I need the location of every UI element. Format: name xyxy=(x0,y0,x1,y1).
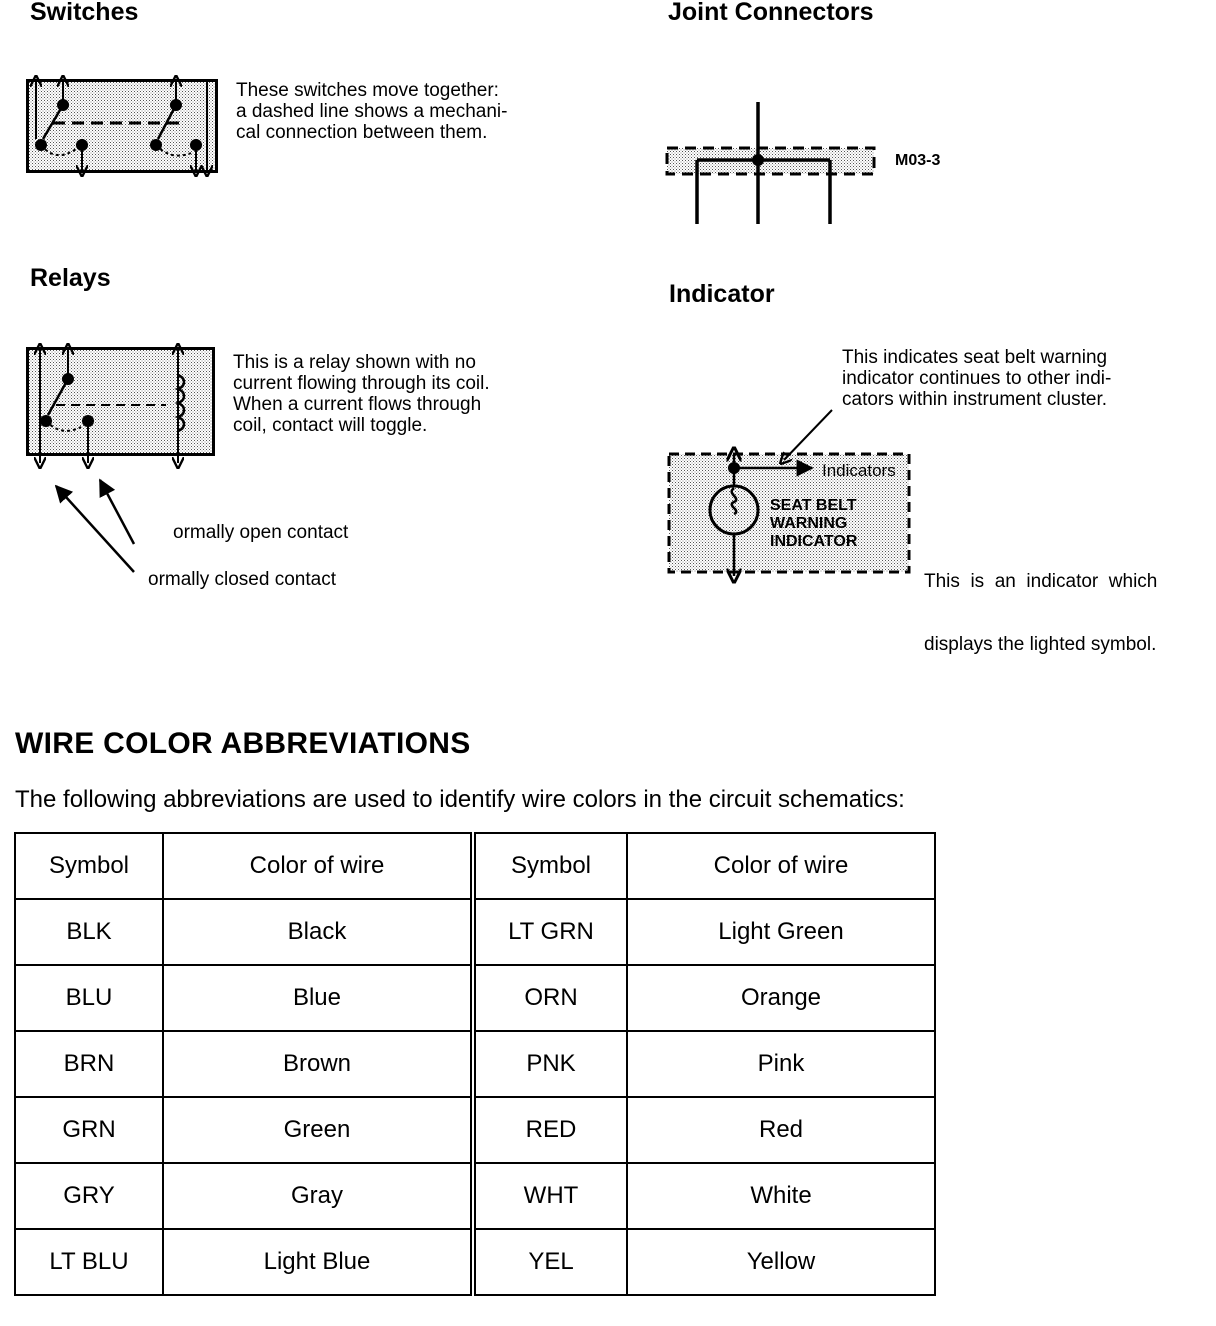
symbol-cell: ORN xyxy=(473,965,627,1031)
table-row xyxy=(15,965,935,1031)
color-cell: Light Green xyxy=(627,899,935,965)
indicator-display-note xyxy=(924,529,1157,676)
indicator-continues-note xyxy=(842,347,1111,410)
wire-color-table xyxy=(14,832,936,1296)
lamp-label-line: WARNING xyxy=(770,515,848,532)
table-header-row xyxy=(15,833,935,899)
symbol-cell: YEL xyxy=(473,1229,627,1295)
wire-colors-title: WIRE COLOR ABBREVIATIONS xyxy=(15,727,471,760)
color-cell: White xyxy=(627,1163,935,1229)
display-note-line: This is an indicator which xyxy=(924,571,1158,592)
lamp-label-line: INDICATOR xyxy=(770,533,858,550)
indicator-note-line: cators within instrument cluster. xyxy=(842,389,1108,410)
indicator-note-line: indicator continues to other indi- xyxy=(842,368,1112,389)
symbol-cell: BLU xyxy=(15,965,163,1031)
switches-title: Switches xyxy=(30,0,139,26)
header-symbol: Symbol xyxy=(473,833,627,899)
color-cell: Green xyxy=(163,1097,473,1163)
indicator-title: Indicator xyxy=(669,280,775,308)
color-cell: Blue xyxy=(163,965,473,1031)
switches-diagram xyxy=(26,79,220,175)
color-cell: Brown xyxy=(163,1031,473,1097)
table-row xyxy=(15,899,935,965)
switches-description xyxy=(236,80,507,143)
symbol-cell: LT BLU xyxy=(15,1229,163,1295)
relays-description xyxy=(233,352,490,436)
symbol-cell: BRN xyxy=(15,1031,163,1097)
table-row xyxy=(15,1031,935,1097)
color-cell: Black xyxy=(163,899,473,965)
symbol-cell: GRN xyxy=(15,1097,163,1163)
table-row xyxy=(15,1163,935,1229)
color-cell: Orange xyxy=(627,965,935,1031)
indicator-note-line: This indicates seat belt warning xyxy=(842,347,1108,368)
joint-connectors-title: Joint Connectors xyxy=(668,0,874,26)
symbol-cell: GRY xyxy=(15,1163,163,1229)
color-cell: Light Blue xyxy=(163,1229,473,1295)
color-cell: Red xyxy=(627,1097,935,1163)
header-color: Color of wire xyxy=(163,833,473,899)
symbol-cell: PNK xyxy=(473,1031,627,1097)
switches-description-line: a dashed line shows a mechani- xyxy=(236,101,508,122)
switches-description-line: These switches move together: xyxy=(236,80,499,101)
relays-description-line: When a current flows through xyxy=(233,394,482,415)
switches-description-line: cal connection between them. xyxy=(236,122,488,143)
connector-label: M03-3 xyxy=(895,152,941,169)
color-cell: Yellow xyxy=(627,1229,935,1295)
color-cell: Pink xyxy=(627,1031,935,1097)
relays-description-line: current flowing through its coil. xyxy=(233,373,490,394)
relay-contact-pointers xyxy=(50,478,160,578)
normally-open-label: ormally open contact xyxy=(173,522,349,543)
table-row xyxy=(15,1097,935,1163)
relay-diagram xyxy=(26,347,216,465)
color-cell: Gray xyxy=(163,1163,473,1229)
relays-description-line: coil, contact will toggle. xyxy=(233,415,428,436)
relays-title: Relays xyxy=(30,264,111,292)
joint-connector-diagram xyxy=(664,100,879,225)
header-symbol: Symbol xyxy=(15,833,163,899)
lamp-label-line: SEAT BELT xyxy=(770,497,857,514)
symbol-cell: LT GRN xyxy=(473,899,627,965)
wire-colors-intro: The following abbreviations are used to identify wire colors in the circuit schematics: xyxy=(15,786,905,813)
seat-belt-lamp-label xyxy=(770,497,857,551)
normally-closed-label: ormally closed contact xyxy=(148,569,336,590)
symbol-cell: WHT xyxy=(473,1163,627,1229)
table-row xyxy=(15,1229,935,1295)
symbol-cell: BLK xyxy=(15,899,163,965)
display-note-line: displays the lighted symbol. xyxy=(924,634,1157,655)
symbol-cell: RED xyxy=(473,1097,627,1163)
indicator-diagram xyxy=(666,404,916,580)
indicators-label: Indicators xyxy=(822,461,896,480)
relays-description-line: This is a relay shown with no xyxy=(233,352,476,373)
header-color: Color of wire xyxy=(627,833,935,899)
